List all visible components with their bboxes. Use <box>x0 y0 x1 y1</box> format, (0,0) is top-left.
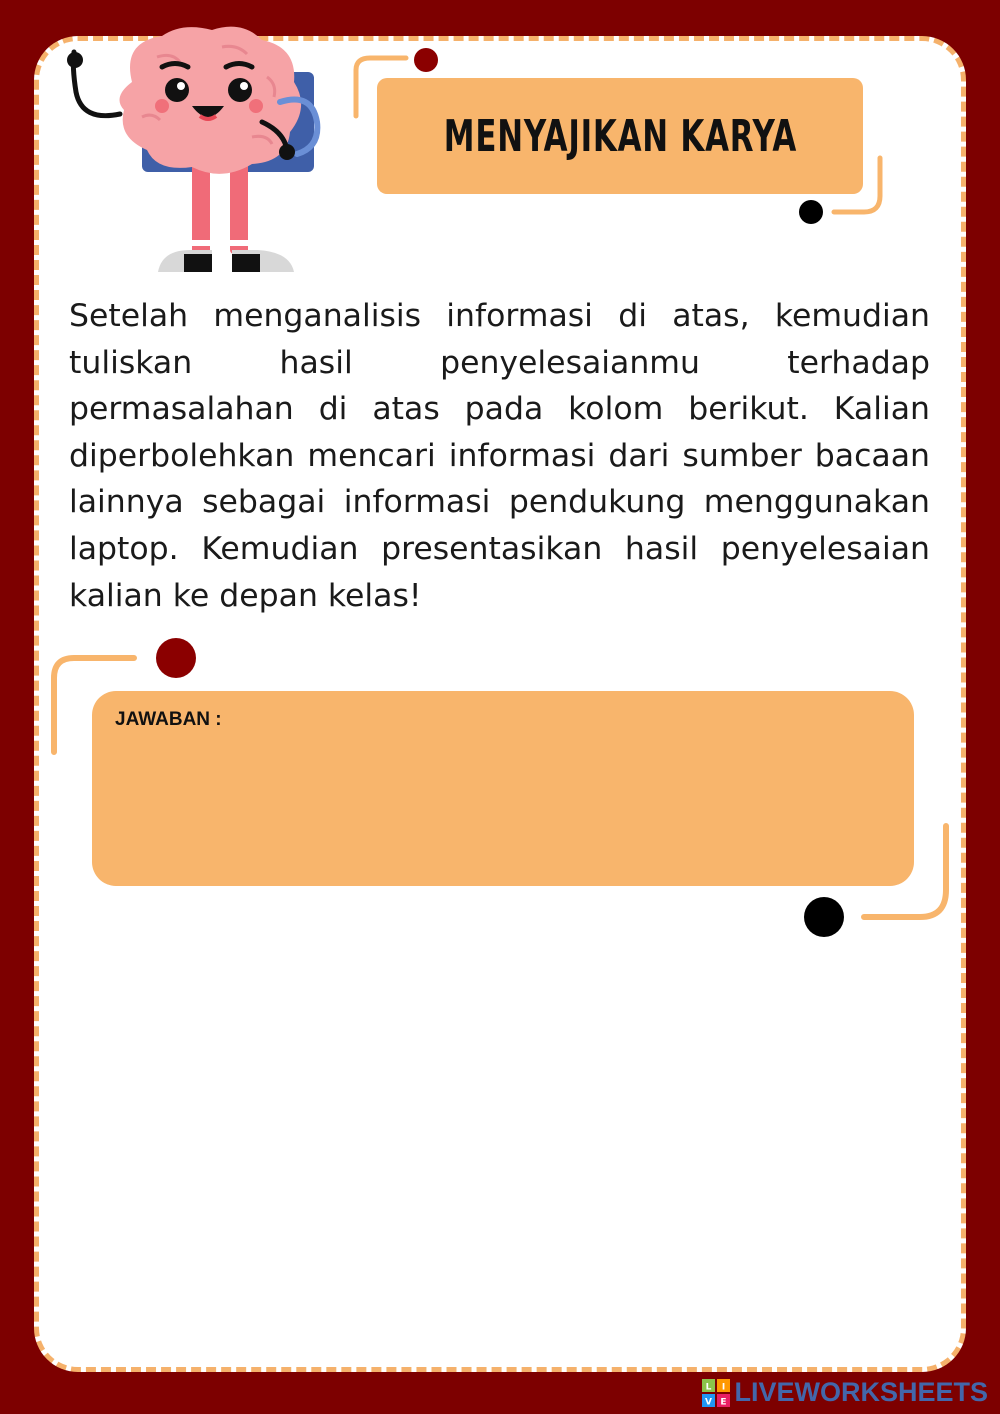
watermark-text: LIVEWORKSHEETS <box>734 1377 988 1407</box>
answer-label: JAWABAN : <box>115 709 222 730</box>
svg-text:L: L <box>706 1382 712 1392</box>
answer-box <box>92 691 914 886</box>
instruction-text: Setelah menganalisis informasi di atas, kemudian tuliskan hasil penyelesaianmu terhadap permasalahan di atas pada kolom berikut. Kalian diperbolehkan mencari informasi dari sumber bacaan lainnya sebagai informasi pendukung menggunakan laptop. Kemudian presentasikan hasil penyelesaian kalian ke depan kelas! <box>69 298 930 614</box>
svg-text:V: V <box>705 1397 713 1407</box>
brain-mascot-icon <box>62 22 322 276</box>
svg-text:E: E <box>720 1397 728 1407</box>
title-banner <box>377 78 863 194</box>
liveworksheets-logo-icon <box>702 1379 730 1407</box>
svg-text:I: I <box>722 1382 726 1392</box>
liveworksheets-watermark <box>702 1377 988 1408</box>
answer-input[interactable] <box>112 743 896 872</box>
page-title: MENYAJIKAN KARYA <box>443 110 797 162</box>
